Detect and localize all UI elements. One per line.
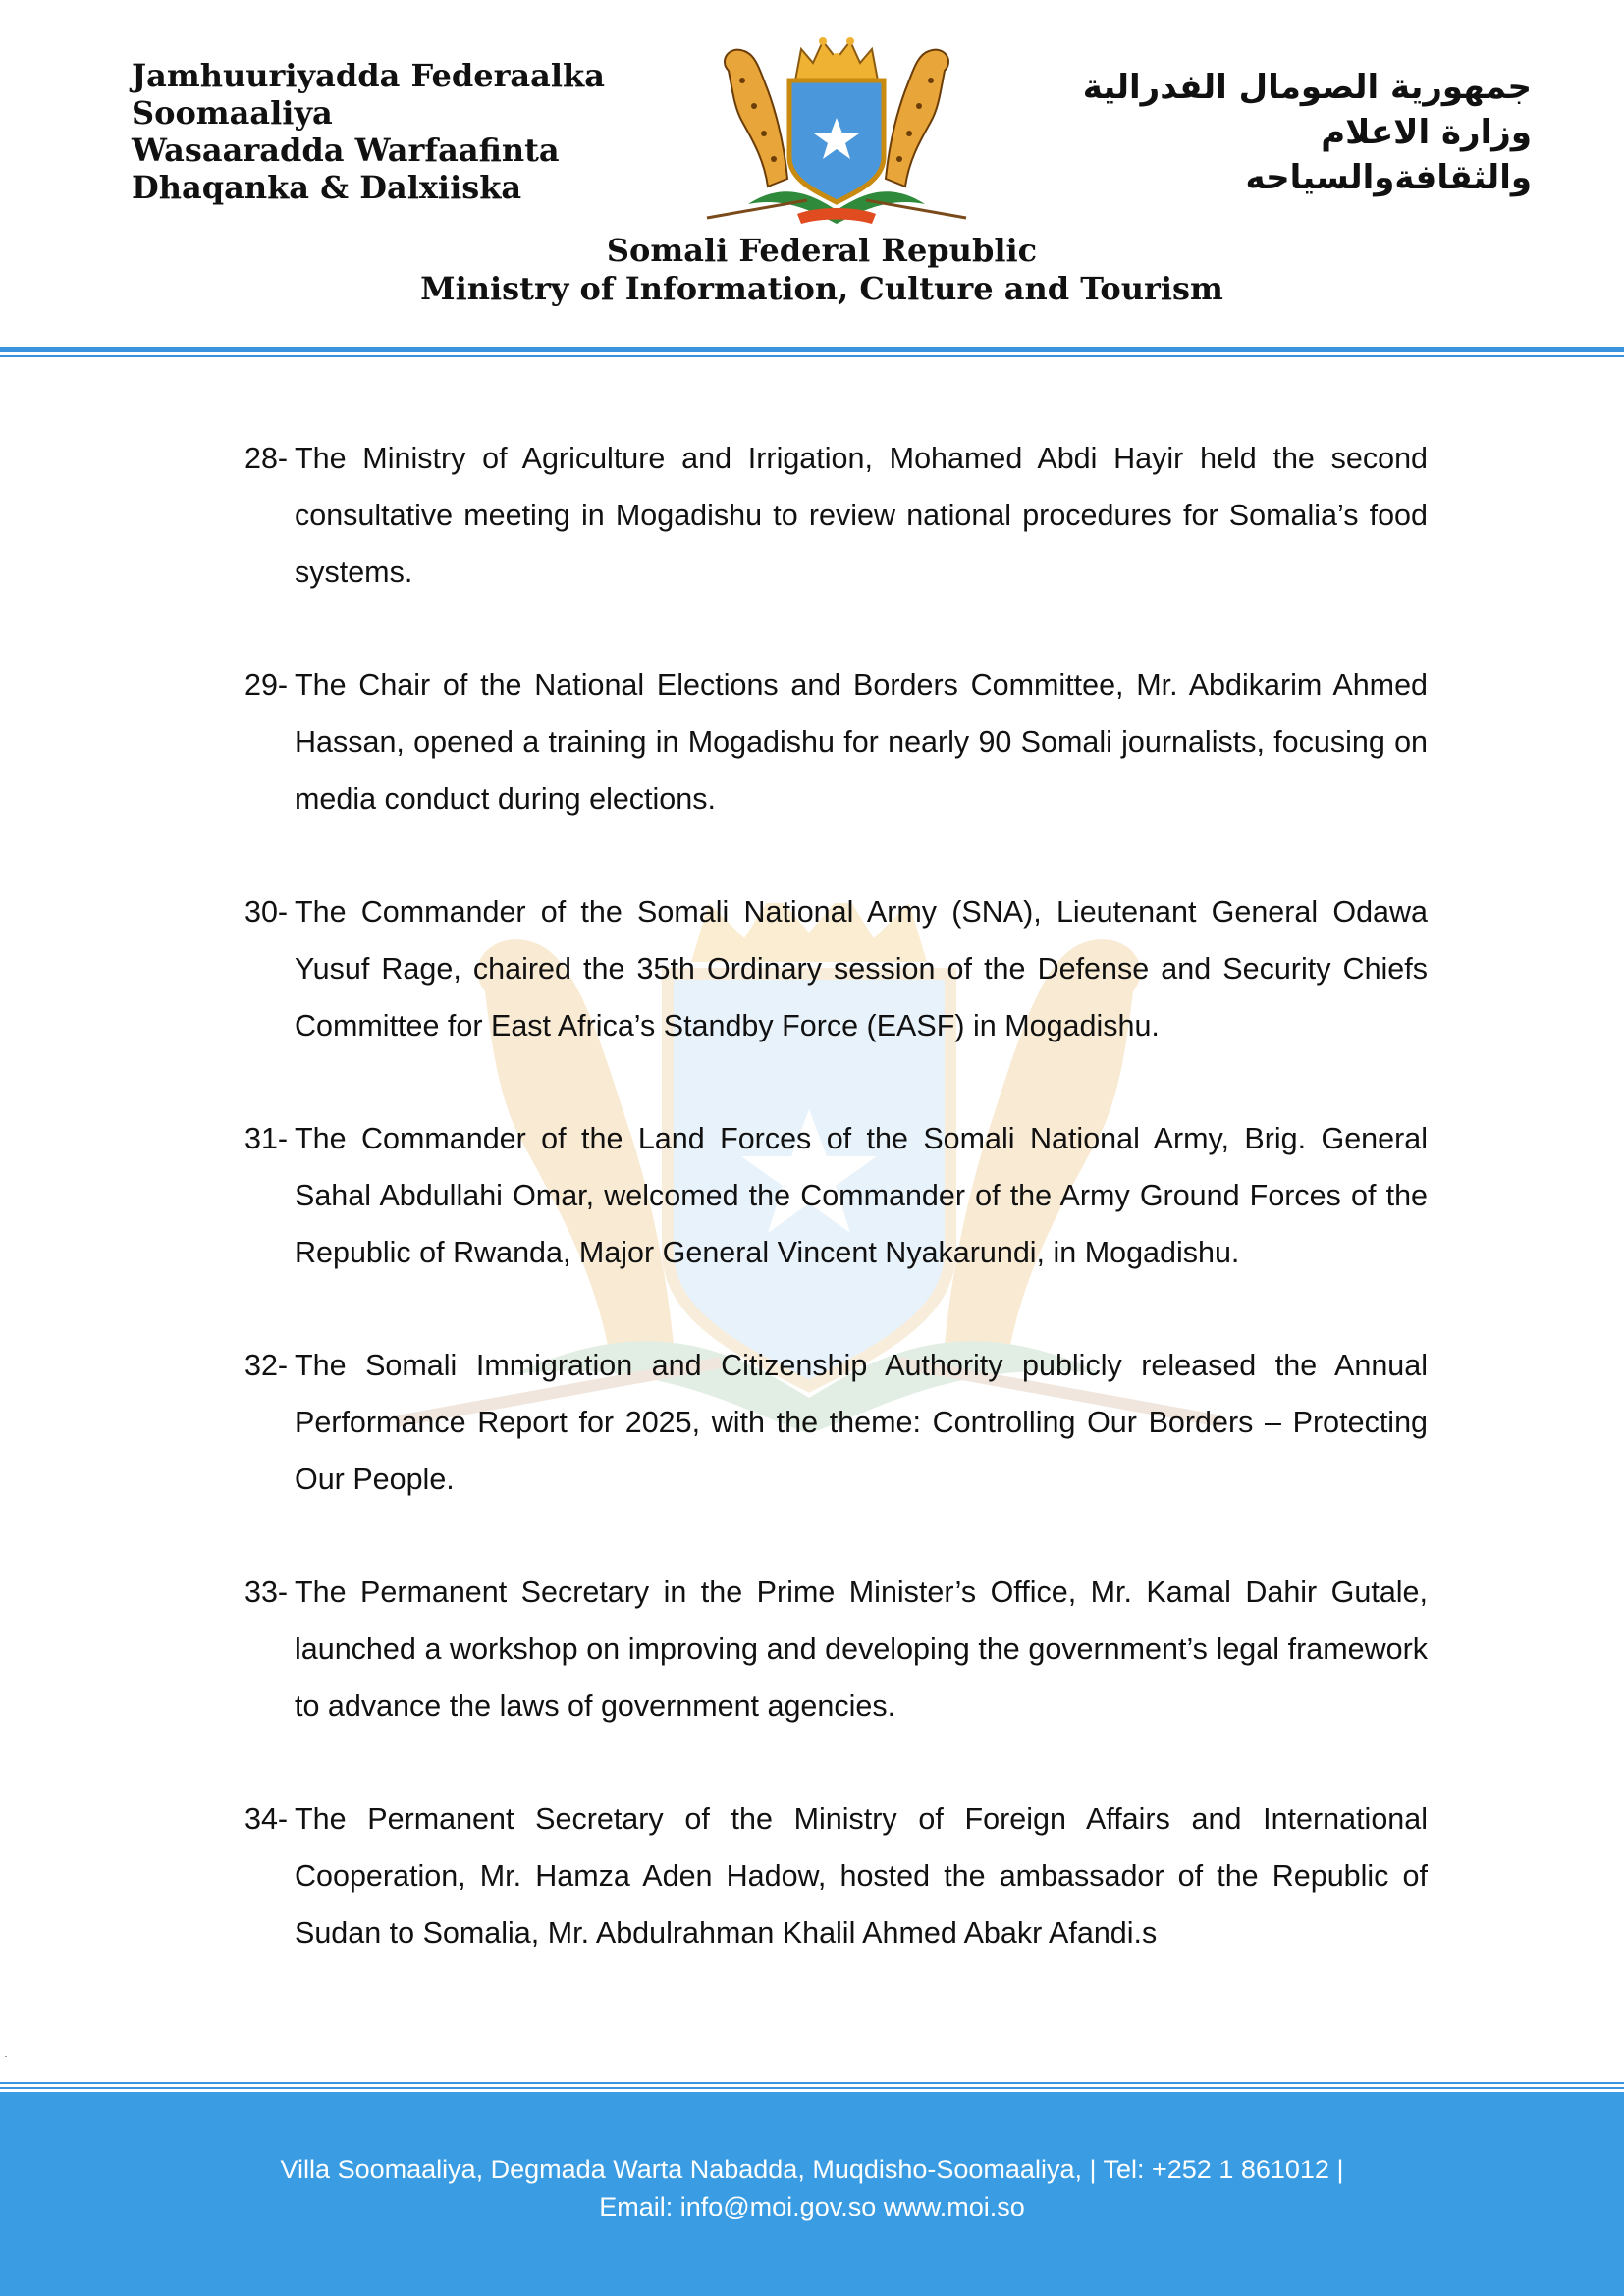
item-number: 33- (244, 1575, 289, 1609)
list-item (244, 1564, 1428, 1735)
item-text: The Permanent Secretary in the Prime Minister’s Office, Mr. Kamal Dahir Gutale, launched a workshop on improving and developing the government’s legal framework to advance the laws of government agencies. (295, 1575, 1428, 1723)
header-left-line: Soomaaliya (132, 94, 333, 132)
news-item-list (244, 430, 1428, 2017)
item-number: 28- (244, 442, 289, 475)
item-number: 29- (244, 668, 289, 702)
item-text: The Commander of the Somali National Army (SNA), Lieutenant General Odawa Yusuf Rage, chaired the 35th Ordinary session of the Defense and Security Chiefs Committee for East Africa’s Standby Force (EASF) in Mogadishu. (295, 895, 1428, 1042)
header-center-line: Somali Federal Republic (606, 232, 1038, 269)
footer-address: Villa Soomaaliya, Degmada Warta Nabadda, Muqdisho-Soomaaliya, | Tel: +252 1 861012 | (280, 2155, 1344, 2184)
footer-divider (0, 2087, 1624, 2089)
header-right-line: جمهورية الصومال الفدرالية (1082, 68, 1532, 107)
list-item (244, 1110, 1428, 1281)
header-center-line: Ministry of Information, Culture and Tourism (420, 270, 1223, 307)
footer-divider-thin (0, 2082, 1624, 2084)
item-text: The Permanent Secretary of the Ministry of Foreign Affairs and International Cooperation, Mr. Hamza Aden Hadow, hosted the ambassador of the Republic of Sudan to Somalia, Mr. Abdulrahman Khalil Ahmed Abakr Afandi.s (295, 1802, 1428, 1949)
item-text: The Chair of the National Elections and Borders Committee, Mr. Abdikarim Ahmed Hassan, opened a training in Mogadishu for nearly 90 Somali journalists, focusing on media conduct during elections. (295, 668, 1428, 816)
item-number: 31- (244, 1122, 289, 1155)
header-somali-title (132, 57, 605, 206)
header-left-line: Wasaaradda Warfaafinta (132, 132, 560, 169)
stray-mark: . (4, 2045, 8, 2060)
item-text: The Somali Immigration and Citizenship Authority publicly released the Annual Performance Report for 2025, with the theme: Controlling Our Borders – Protecting Our People. (295, 1349, 1428, 1496)
header-left-line: Dhaqanka & Dalxiiska (132, 169, 522, 206)
header-divider (0, 347, 1624, 352)
list-item (244, 430, 1428, 601)
item-number: 32- (244, 1349, 289, 1382)
coat-of-arms-logo (699, 31, 974, 228)
header-left-line: Jamhuuriyadda Federaalka (132, 57, 605, 94)
item-number: 30- (244, 895, 289, 929)
list-item (244, 1790, 1428, 1961)
list-item (244, 657, 1428, 828)
header-arabic-title (1083, 65, 1532, 200)
item-text: The Commander of the Land Forces of the Somali National Army, Brig. General Sahal Abdullahi Omar, welcomed the Commander of the Army Ground Forces of the Republic of Rwanda, Major General Vincent Nyakarundi, in Mogadishu. (295, 1122, 1428, 1269)
header-divider-thin (0, 355, 1624, 357)
header-english-title (0, 232, 1624, 308)
footer-contact: Email: info@moi.gov.so www.moi.so (599, 2192, 1025, 2221)
header-right-line: والثقافةوالسياحه (1245, 158, 1532, 197)
header-right-line: وزارة الاعلام (1321, 113, 1532, 152)
list-item (244, 883, 1428, 1054)
item-text: The Ministry of Agriculture and Irrigation, Mohamed Abdi Hayir held the second consultative meeting in Mogadishu to review national procedures for Somalia’s food systems. (295, 442, 1428, 589)
list-item (244, 1337, 1428, 1508)
item-number: 34- (244, 1802, 289, 1836)
footer (0, 2092, 1624, 2296)
